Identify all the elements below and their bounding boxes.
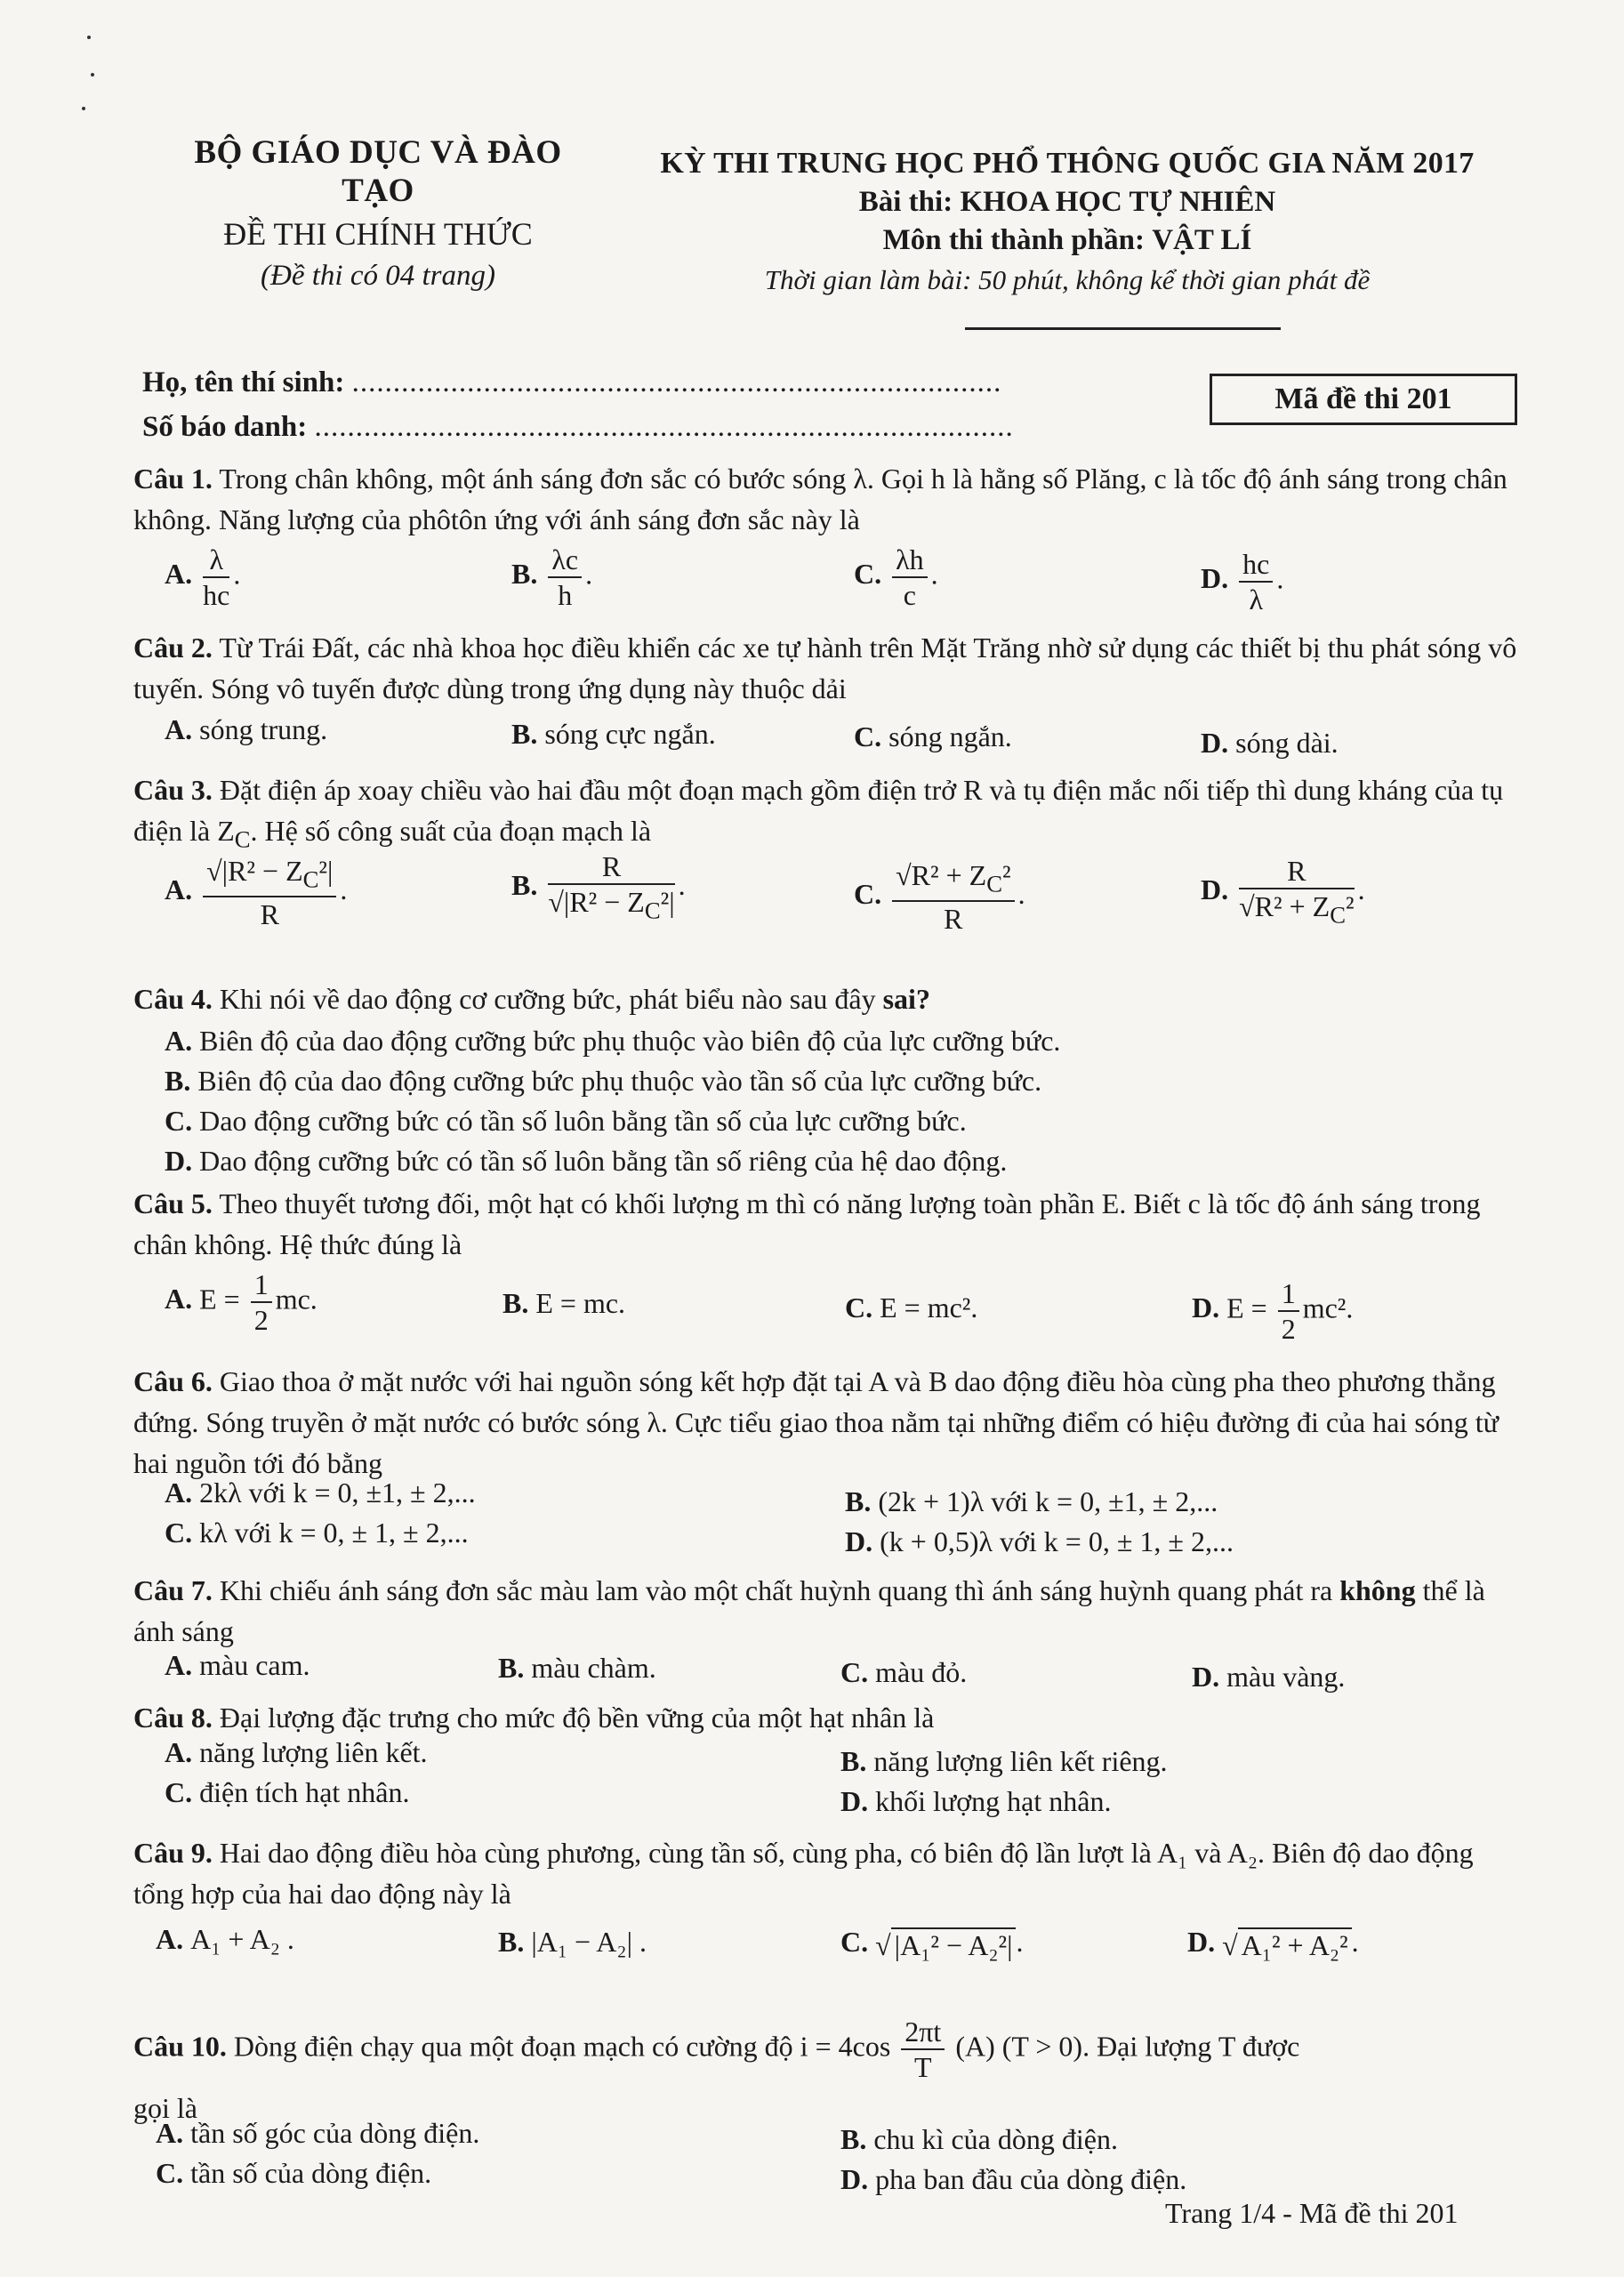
option-text: (2k + 1)λ với k = 0, ±1, ± 2,... [878,1485,1218,1517]
fraction [1278,1276,1299,1346]
question-number: Câu 6. [133,1365,213,1397]
option-letter: B. [840,2123,867,2155]
option-letter: B. [165,1065,191,1097]
denominator: $√R^2 + Z_C^2$ [1239,890,1355,929]
option-letter: A. [165,713,193,745]
option-letter: B. [498,1926,525,1958]
option-a [165,712,327,747]
option-letter: A. [165,558,193,591]
option-b: B. $\frac{R}{√|R^2 - Z_C^2|}$ . [511,849,686,927]
question-number: Câu 8. [133,1702,213,1734]
subject-label: Bài thi: [858,186,953,218]
option-text: điện tích hạt nhân. [199,1776,410,1808]
option-letter: C. [156,2157,184,2189]
option-letter: B. [840,1745,867,1777]
fraction [548,849,674,927]
option-letter: A. [165,1476,193,1509]
option-text: khối lượng hạt nhân. [875,1785,1112,1817]
option-text: màu cam. [199,1649,310,1681]
question-text: Dòng điện chạy qua một đoạn mạch có cường độ i = 4cos [233,2030,891,2063]
numerator: 2πt [901,2015,945,2050]
fraction [548,543,582,612]
option-b [502,1285,625,1321]
option-a [165,1023,1060,1058]
option-d: D. $\frac{hc}{\lambda}$ . [1201,548,1284,616]
option-d: D. E = $\frac{1}{2}$ mc². [1192,1277,1354,1345]
option-text: A₁ + A₂ . [190,1923,294,1955]
option-text: sóng ngắn. [888,720,1012,752]
numerator: λc [548,543,582,578]
component-line [640,224,1494,257]
question-text: Khi nói về dao động cơ cưỡng bức, phát biểu nào sau đây [219,983,876,1015]
option-d [840,2161,1186,2197]
question-1 [133,458,1521,540]
option-letter: A. [165,1649,193,1681]
denominator: R [944,903,963,936]
option-text: (k + 0,5)λ với k = 0, ± 1, ± 2,... [880,1525,1234,1557]
denominator: λ [1249,583,1263,616]
option-letter: D. [1192,1291,1220,1324]
subject: KHOA HỌC TỰ NHIÊN [960,186,1276,218]
option-d [1192,1659,1345,1694]
subject-line [640,186,1494,219]
component-label: Môn thi thành phần: [882,224,1145,256]
option-text: sóng trung. [199,713,328,745]
option-a [165,1734,428,1770]
option-letter: D. [840,2163,869,2195]
option-text: Biên độ của dao động cưỡng bức phụ thuộc vào tần số của lực cưỡng bức. [197,1065,1042,1097]
question-text: Từ Trái Đất, các nhà khoa học điều khiển các xe tự hành trên Mặt Trăng nhờ sử dụng các thiết bị thu phát sóng vô tuyến. Sóng vô tuyến được dùng trong ứng dụng này thuộc dải [133,632,1517,704]
fraction [892,858,1014,936]
question-8 [133,1697,1521,1738]
option-a: A. $\frac{√|R^2 - Z_C^2|}{R}$ . [165,855,348,931]
question-text: Hai dao động điều hòa cùng phương, cùng tần số, cùng pha, có biên độ lần lượt là A₁ và A₂. Biên độ dao động tổng hợp của hai dao động này là [133,1837,1474,1910]
option-c [165,1103,967,1138]
denominator: R [260,898,279,931]
option-b [840,1743,1168,1779]
header-right [640,147,1494,296]
denominator: 2 [253,1304,269,1336]
option-text: tần số của dòng điện. [190,2157,432,2189]
option-text: |A₁ − A₂| . [531,1926,647,1958]
question-number: Câu 7. [133,1574,213,1606]
question-text: Theo thuyết tương đối, một hạt có khối lượng m thì có năng lượng toàn phần E. Biết c là tốc độ ánh sáng trong chân không. Hệ thức đúng là [133,1187,1481,1260]
option-letter: B. [845,1485,872,1517]
option-text: năng lượng liên kết. [199,1736,428,1768]
denominator: c [903,579,916,611]
option-letter: D. [1201,562,1229,595]
option-letter: A. [156,2117,184,2149]
question-text-tail: thể là ánh sáng [133,1574,1485,1647]
option-c: C. √ |A₁² − A₂²| . [840,1926,1024,1961]
option-letter: D. [1201,727,1229,759]
option-text: 2kλ với k = 0, ±1, ± 2,... [199,1476,476,1509]
option-letter: C. [165,1105,193,1137]
header-left [156,133,600,293]
option-c [156,2155,431,2191]
option-text: màu vàng. [1226,1661,1346,1693]
option-letter: C. [854,558,882,591]
candidate-info [142,360,1014,449]
question-text-tail: (A) (T > 0). Đại lượng T được [955,2030,1300,2063]
option-d: D. $\frac{R}{√R^2 + Z_C^2}$ . [1201,854,1365,931]
id-dots: ..................................................................................... [314,411,1014,443]
option-letter: D. [1192,1661,1220,1693]
option-d [845,1524,1234,1559]
question-2 [133,627,1521,709]
option-letter: D. [165,1145,193,1177]
question-text-tail: . Hệ số công suất của đoạn mạch là [250,815,652,847]
subscript-c: C [234,825,251,853]
scan-speck [91,73,94,76]
option-letter: B. [511,718,538,750]
question-text: Giao thoa ở mặt nước với hai nguồn sóng kết hợp đặt tại A và B dao động điều hòa cùng pha theo phương thẳng đứng. Sóng truyền ở mặt nước có bước sóng λ. Cực tiểu giao thoa nằm tại những điểm có hiệu đường đi của hai sóng từ hai nguồn tới đó bằng [133,1365,1499,1479]
denominator: h [558,579,573,611]
sqrt: √ A₁² + A₂² [1222,1927,1352,1963]
id-label: Số báo danh: [142,411,308,443]
ministry: BỘ GIÁO DỤC VÀ ĐÀO TẠO [194,134,562,209]
option-text: màu đỏ. [875,1656,968,1688]
option-b [165,1063,1041,1098]
option-letter: B. [511,558,538,591]
question-text: Đại lượng đặc trưng cho mức độ bền vững của một hạt nhân là [219,1702,935,1734]
option-d: D. √ A₁² + A₂² . [1187,1926,1359,1961]
option-letter: C. [840,1926,869,1958]
exam-code-box: Mã đề thi 201 [1210,374,1517,425]
scan-speck [87,36,91,39]
official-label: ĐỀ THI CHÍNH THỨC [223,216,533,252]
option-a: A. E = $\frac{1}{2}$ mc. [165,1268,318,1336]
fraction [1239,547,1273,616]
question-6 [133,1361,1521,1484]
option-letter: A. [165,1283,193,1316]
denominator: $√|R^2 - Z_C^2|$ [548,886,675,924]
question-text: Trong chân không, một ánh sáng đơn sắc có bước sóng λ. Gọi h là hằng số Plăng, c là tốc độ ánh sáng trong chân không. Năng lượng của phôtôn ứng với ánh sáng đơn sắc này là [133,463,1507,535]
option-text: sóng dài. [1235,727,1339,759]
name-dots: ............................................................................... [351,366,1002,398]
option-letter: A. [165,1025,193,1057]
question-9 [133,1832,1521,1914]
fraction [203,543,229,612]
fraction [901,2015,945,2084]
option-b [845,1484,1218,1519]
option-text: kλ với k = 0, ± 1, ± 2,... [199,1517,469,1549]
emphasis-word: sai? [882,983,930,1015]
denominator: 2 [1281,1313,1296,1345]
numerator: R [548,849,674,885]
question-7 [133,1570,1521,1652]
option-text: Dao động cưỡng bức có tần số luôn bằng tần số của lực cưỡng bức. [199,1105,967,1137]
option-text: sóng cực ngắn. [544,718,716,750]
numerator: 1 [1278,1276,1299,1312]
option-c: C. $\frac{√R^2 + Z_C^2}{R}$ . [854,859,1025,936]
question-number: Câu 10. [133,2030,227,2063]
question-text: Đặt điện áp xoay chiều vào hai đầu một đoạn mạch gồm điện trở R và tụ điện mắc nối tiếp thì dung kháng của tụ điện là Z [133,774,1504,847]
option-text: Biên độ của dao động cưỡng bức phụ thuộc vào biên độ của lực cưỡng bức. [199,1025,1061,1057]
option-letter: A. [156,1923,184,1955]
option-text: Dao động cưỡng bức có tần số luôn bằng tần số riêng của hệ dao động. [199,1145,1008,1177]
numerator: hc [1239,547,1273,583]
question-5 [133,1183,1521,1265]
scan-speck [82,107,85,110]
option-letter: D. [840,1785,869,1817]
question-number: Câu 3. [133,774,213,806]
numerator: $√R^2 + Z_C^2$ [892,858,1014,902]
sqrt: √ |A₁² − A₂²| [875,1927,1016,1963]
option-letter: C. [840,1656,869,1688]
option-text: màu chàm. [531,1652,656,1684]
fraction [251,1267,272,1337]
option-b: B. $\frac{\lambda c}{h}$ . [511,543,593,611]
numerator: λ [203,543,229,578]
option-c [165,1774,409,1810]
numerator: R [1239,854,1354,889]
option-b [511,716,716,752]
option-letter: A. [165,873,193,906]
option-c [165,1515,469,1550]
option-letter: B. [511,869,538,902]
question-3 [133,769,1521,859]
option-c [845,1290,977,1325]
option-b [498,1650,656,1686]
exam-title: KỲ THI TRUNG HỌC PHỔ THÔNG QUỐC GIA NĂM 2017 [660,147,1475,180]
fraction [892,543,928,612]
numerator: 1 [251,1267,272,1303]
name-label: Họ, tên thí sinh: [142,366,345,398]
question-number: Câu 4. [133,983,213,1015]
option-text: năng lượng liên kết riêng. [873,1745,1168,1777]
option-a [165,1475,476,1510]
header-divider [965,327,1281,330]
option-letter: D. [845,1525,873,1557]
question-text-end: gọi là [133,2092,197,2124]
option-letter: C. [854,878,882,911]
option-letter: C. [845,1291,873,1324]
option-c [840,1654,967,1690]
option-text: E = mc². [880,1291,978,1324]
fraction [203,854,336,931]
option-letter: A. [165,1736,193,1768]
option-letter: C. [165,1776,193,1808]
option-d [1201,725,1339,760]
option-c: C. $\frac{\lambda h}{c}$ . [854,543,938,611]
question-number: Câu 2. [133,632,213,664]
name-line [142,360,1014,405]
emphasis-word: không [1339,1574,1416,1606]
id-line [142,405,1014,449]
option-a [156,2115,479,2151]
component: VẬT LÍ [1152,224,1252,256]
page-count: (Đề thi có 04 trang) [261,260,495,292]
option-d [840,1783,1111,1819]
option-letter: B. [498,1652,525,1684]
question-number: Câu 9. [133,1837,213,1869]
option-a [156,1921,294,1957]
option-text: pha ban đầu của dòng điện. [875,2163,1187,2195]
question-4 [133,978,1521,1019]
option-letter: C. [854,720,882,752]
numerator: $√|R^2 - Z_C^2|$ [203,854,336,897]
question-number: Câu 1. [133,463,213,495]
option-letter: B. [502,1287,529,1319]
fraction [1239,854,1354,931]
option-letter: C. [165,1517,193,1549]
denominator: T [914,2051,932,2083]
time-note: Thời gian làm bài: 50 phút, không kể thời gian phát đề [764,264,1371,295]
option-text: tần số góc của dòng điện. [190,2117,480,2149]
option-b [840,2121,1118,2157]
option-letter: D. [1201,873,1229,906]
question-text: Khi chiếu ánh sáng đơn sắc màu lam vào một chất huỳnh quang thì ánh sáng huỳnh quang phát ra [219,1574,1333,1606]
numerator: λh [892,543,928,578]
page-footer: Trang 1/4 - Mã đề thi 201 [1165,2197,1459,2229]
option-letter: D. [1187,1926,1216,1958]
option-text: E = mc. [535,1287,626,1319]
option-a [165,1647,310,1683]
option-a: A. $\frac{\lambda}{hc}$ . [165,543,241,611]
option-c [854,719,1012,754]
option-b [498,1924,647,1959]
denominator: hc [203,579,230,611]
question-number: Câu 5. [133,1187,213,1219]
option-text: chu kì của dòng điện. [873,2123,1118,2155]
option-d [165,1143,1007,1179]
